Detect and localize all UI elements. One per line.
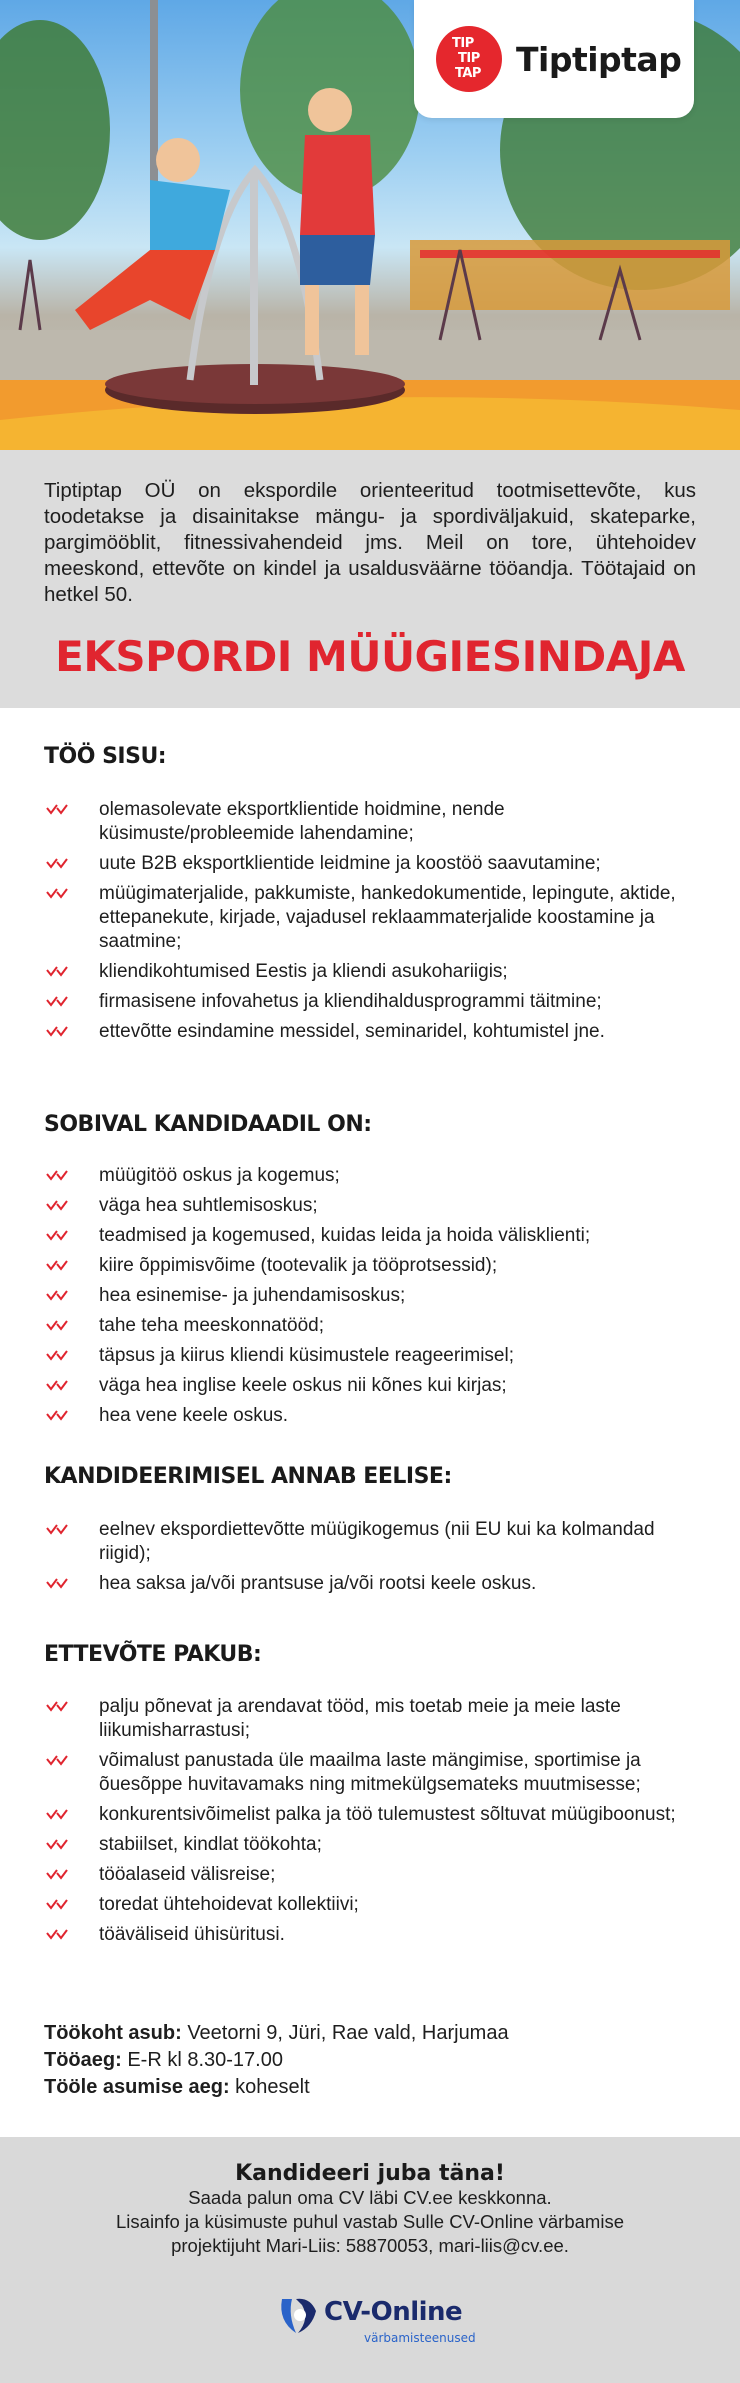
- section-heading-offer: ETTEVÕTE PAKUB:: [44, 1642, 262, 1667]
- check-icon: [46, 1379, 72, 1393]
- fact-location: Töökoht asub: Veetorni 9, Jüri, Rae vald, Harjumaa: [44, 2022, 509, 2044]
- list-item: tahe teha meeskonnatööd;: [44, 1314, 704, 1338]
- apply-line: Saada palun oma CV läbi CV.ee keskkonna.: [188, 2187, 552, 2208]
- list-item: müügimaterjalide, pakkumiste, hankedokumentide, lepingute, aktide, ettepanekute, kirjade, vajadusel reklaammaterjalide koostamine ja saatmine;: [44, 882, 704, 954]
- list-item: olemasolevate eksportklientide hoidmine, nende küsimuste/probleemide lahendamine;: [44, 798, 704, 846]
- list-item: väga hea suhtlemisoskus;: [44, 1194, 704, 1218]
- fact-hours: Tööaeg: E-R kl 8.30-17.00: [44, 2049, 283, 2071]
- list-item: kiire õppimisvõime (tootevalik ja tööprotsessid);: [44, 1254, 704, 1278]
- list-item: hea saksa ja/või prantsuse ja/või rootsi keele oskus.: [44, 1572, 704, 1596]
- offer-list: [44, 1695, 704, 1953]
- list-item: eelnev ekspordiettevõtte müügikogemus (nii EU kui ka kolmandad riigid);: [44, 1518, 704, 1566]
- advantages-list: [44, 1518, 704, 1602]
- check-icon: [46, 1838, 72, 1852]
- section-heading-duties: TÖÖ SISU:: [44, 744, 167, 769]
- check-icon: [46, 1025, 72, 1039]
- list-item: konkurentsivõimelist palka ja töö tulemustest sõltuvat müügiboonust;: [44, 1803, 704, 1827]
- check-icon: [46, 1808, 72, 1822]
- brand-logo: [414, 0, 694, 118]
- check-icon: [46, 1319, 72, 1333]
- check-icon: [46, 1700, 72, 1714]
- list-item: ettevõtte esindamine messidel, seminaridel, kohtumistel jne.: [44, 1020, 704, 1044]
- job-facts: [44, 2020, 704, 2101]
- check-icon: [46, 1289, 72, 1303]
- job-title: EKSPORDI MÜÜGIESINDAJA: [55, 632, 685, 681]
- check-icon: [46, 803, 72, 817]
- check-icon: [46, 1868, 72, 1882]
- check-icon: [46, 857, 72, 871]
- check-icon: [46, 995, 72, 1009]
- section-heading-requirements: SOBIVAL KANDIDAADIL ON:: [44, 1112, 372, 1137]
- check-icon: [46, 1928, 72, 1942]
- check-icon: [46, 1409, 72, 1423]
- cv-online-logo: CV-Online värbamisteenused: [276, 2289, 476, 2349]
- apply-footer: [0, 2137, 740, 2383]
- requirements-list: [44, 1164, 704, 1434]
- company-intro: Tiptiptap OÜ on ekspordile orienteeritud tootmisettevõte, kus toodetakse ja disainitakse mängu- ja spordiväljakuid, skateparke, pargimööblit, fitnessivahendeid jms. Meil on tore, ühtehoidev meeskond, ettevõte on kindel ja usaldusväärne tööandja. Töötajaid on hetkel 50.: [44, 479, 696, 606]
- duties-list: [44, 798, 704, 1050]
- check-icon: [46, 965, 72, 979]
- check-icon: [46, 1898, 72, 1912]
- cv-online-mark-icon: [276, 2293, 320, 2337]
- apply-line: projektijuht Mari-Liis: 58870053, mari-liis@cv.ee.: [171, 2235, 569, 2256]
- list-item: müügitöö oskus ja kogemus;: [44, 1164, 704, 1188]
- check-icon: [46, 1169, 72, 1183]
- list-item: hea esinemise- ja juhendamisoskus;: [44, 1284, 704, 1308]
- apply-title: Kandideeri juba täna!: [235, 2161, 505, 2186]
- list-item: stabiilset, kindlat töökohta;: [44, 1833, 704, 1857]
- list-item: hea vene keele oskus.: [44, 1404, 704, 1428]
- fact-start: Tööle asumise aeg: koheselt: [44, 2076, 310, 2098]
- check-icon: [46, 1229, 72, 1243]
- list-item: toredat ühtehoidevat kollektiivi;: [44, 1893, 704, 1917]
- list-item: töäväliseid ühisüritusi.: [44, 1923, 704, 1947]
- list-item: väga hea inglise keele oskus nii kõnes kui kirjas;: [44, 1374, 704, 1398]
- brand-name: Tiptiptap: [516, 39, 682, 79]
- check-icon: [46, 1349, 72, 1363]
- check-icon: [46, 1523, 72, 1537]
- list-item: tööalaseid välisreise;: [44, 1863, 704, 1887]
- list-item: kliendikohtumised Eestis ja kliendi asukohariigis;: [44, 960, 704, 984]
- list-item: teadmised ja kogemused, kuidas leida ja hoida välisklienti;: [44, 1224, 704, 1248]
- list-item: uute B2B eksportklientide leidmine ja koostöö saavutamine;: [44, 852, 704, 876]
- hero-image: [0, 0, 740, 450]
- check-icon: [46, 1199, 72, 1213]
- list-item: võimalust panustada üle maailma laste mängimise, sportimise ja õuesõppe huvitavamaks ning mitmekülgsemateks muutmisesse;: [44, 1749, 704, 1797]
- list-item: täpsus ja kiirus kliendi küsimustele reageerimisel;: [44, 1344, 704, 1368]
- check-icon: [46, 887, 72, 901]
- brand-mark-icon: TIP TIP TAP: [436, 26, 502, 92]
- check-icon: [46, 1577, 72, 1591]
- section-heading-advantages: KANDIDEERIMISEL ANNAB EELISE:: [44, 1464, 452, 1489]
- check-icon: [46, 1754, 72, 1768]
- list-item: firmasisene infovahetus ja kliendihaldusprogrammi täitmine;: [44, 990, 704, 1014]
- check-icon: [46, 1259, 72, 1273]
- list-item: palju põnevat ja arendavat tööd, mis toetab meie ja meie laste liikumisharrastusi;: [44, 1695, 704, 1743]
- apply-line: Lisainfo ja küsimuste puhul vastab Sulle CV-Online värbamise: [116, 2211, 624, 2232]
